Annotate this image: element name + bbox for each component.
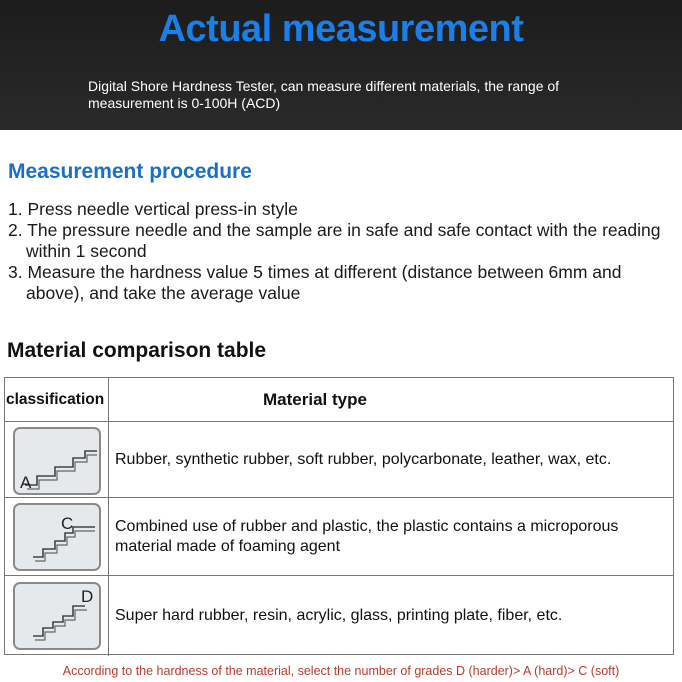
header-description: Digital Shore Hardness Tester, can measure different materials, the range of measurement is 0-100H (ACD) xyxy=(88,78,560,111)
procedure-step: 1. Press needle vertical press-in style xyxy=(8,199,298,219)
table-row-d xyxy=(5,576,673,656)
table-title: Material comparison table xyxy=(7,339,267,362)
procedure-steps xyxy=(8,199,678,304)
svg-text:A: A xyxy=(20,473,32,492)
header-material-type: Material type xyxy=(263,389,367,409)
stair-step-d-icon xyxy=(13,582,101,650)
classification-cell xyxy=(5,498,109,575)
classification-cell xyxy=(5,422,109,497)
procedure-step: 3. Measure the hardness value 5 times at different (distance between 6mm and above), and take the average value xyxy=(8,262,622,303)
stair-step-a-icon xyxy=(13,427,101,495)
page-title: Actual measurement xyxy=(158,8,524,50)
procedure-step: 2. The pressure needle and the sample are in safe and safe contact with the reading within 1 second xyxy=(8,220,661,261)
material-cell: Combined use of rubber and plastic, the plastic contains a microporous material made of foaming agent xyxy=(115,517,619,555)
svg-text:D: D xyxy=(81,587,94,606)
material-cell: Rubber, synthetic rubber, soft rubber, polycarbonate, leather, wax, etc. xyxy=(115,450,612,468)
table-row-c xyxy=(5,498,673,576)
stair-step-c-icon xyxy=(13,503,101,571)
header-banner xyxy=(0,0,682,130)
header-classification: classification xyxy=(5,378,109,421)
procedure-title: Measurement procedure xyxy=(8,160,252,183)
classification-cell xyxy=(5,576,109,656)
table-row-a xyxy=(5,422,673,498)
material-comparison-table xyxy=(4,377,674,655)
material-cell: Super hard rubber, resin, acrylic, glass, printing plate, fiber, etc. xyxy=(115,607,563,624)
table-header-row xyxy=(5,378,673,422)
grade-footnote: According to the hardness of the material, select the number of grades D (harder)> A (hard)> C (soft) xyxy=(62,664,620,678)
svg-text:C: C xyxy=(61,514,74,533)
